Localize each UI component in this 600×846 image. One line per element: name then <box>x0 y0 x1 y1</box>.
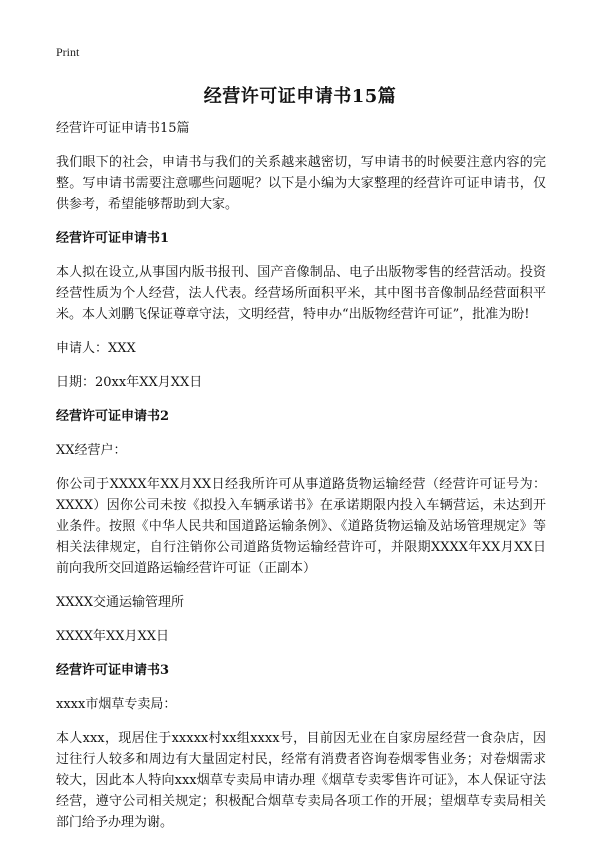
section-2-paragraph-body: 你公司于XXXX年XX月XX日经我所许可从事道路货物运输经营（经营许可证号为：XXXX）因你公司未按《拟投入车辆承诺书》在承诺期限内投入车辆营运，未达到开业条件。按照《中华人民共和国道路运输条例》、《道路货物运输及站场管理规定》等相关法律规定，自行注销你公司道路货物运输经营许可，并限期XXXX年XX月XX日前向我所交回道路运输经营许可证（正副本） <box>56 477 546 576</box>
section-1-applicant: 申请人：XXX <box>56 341 136 356</box>
document-subtitle: 经营许可证申请书15篇 <box>56 121 190 136</box>
section-1-paragraph-1: 本人拟在设立,从事国内版书报刊、国产音像制品、电子出版物零售的经营活动。投资经营性质为个人经营，法人代表。经营场所面积平米，其中图书音像制品经营面积平米。本人刘鹏飞保证尊章守法，文明经营，特申办“出版物经营许可证”，批准为盼! <box>56 265 546 322</box>
section-heading-3: 经营许可证申请书3 <box>56 663 170 678</box>
section-2-signature: XXXX交通运输管理所 <box>56 595 185 610</box>
section-2-date: XXXX年XX月XX日 <box>56 629 170 644</box>
section-1-date: 日期：20xx年XX月XX日 <box>56 375 203 390</box>
section-heading-1: 经营许可证申请书1 <box>56 231 170 246</box>
section-heading-2: 经营许可证申请书2 <box>56 409 170 424</box>
section-3-paragraph-body: 本人xxx，现居住于xxxxx村xx组xxxx号，目前因无业在自家房屋经营一食杂店，因过往行人较多和周边有大量固定村民，经常有消费者咨询卷烟零售业务；对卷烟需求较大，因此本人特向xxx烟草专卖局申请办理《烟草专卖零售许可证》，本人保证守法经营，遵守公司相关规定；积极配合烟草专卖局各项工作的开展；望烟草专卖局相关部门给予办理为谢。 <box>56 731 546 830</box>
print-link[interactable]: Print <box>56 45 80 59</box>
document-body <box>56 118 546 846</box>
intro-paragraph: 我们眼下的社会，申请书与我们的关系越来越密切，写申请书的时候要注意内容的完整。写申请书需要注意哪些问题呢？以下是小编为大家整理的经营许可证申请书，仅供参考，希望能够帮助到大家。 <box>56 155 546 212</box>
section-2-addressee: XX经营户： <box>56 443 127 458</box>
section-3-addressee: xxxx市烟草专卖局： <box>56 697 177 712</box>
document-title: 经营许可证申请书15篇 <box>203 86 397 107</box>
